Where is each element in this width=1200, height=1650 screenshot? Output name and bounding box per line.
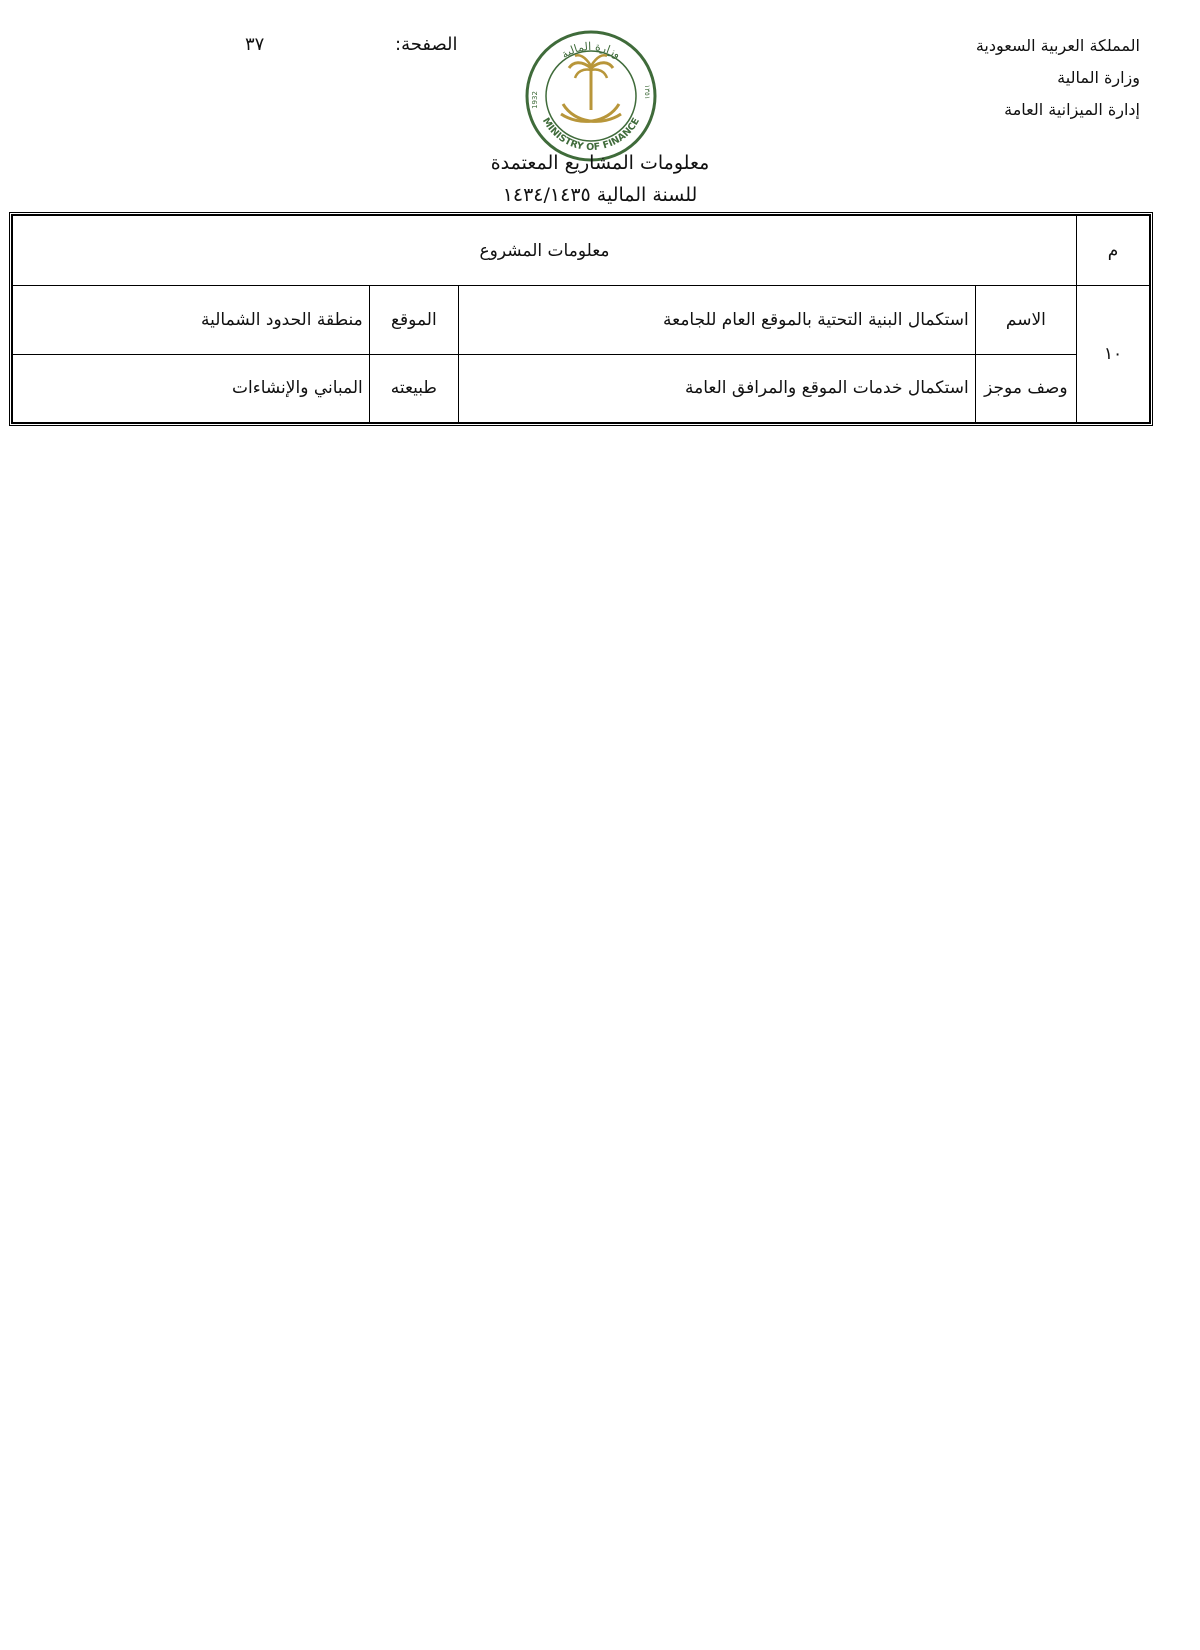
org-line-department: إدارة الميزانية العامة [1004, 100, 1140, 119]
document-subtitle: للسنة المالية ١٤٣٤/١٤٣٥ [502, 184, 698, 206]
description-value: استكمال خدمات الموقع والمرافق العامة [458, 354, 975, 422]
column-header-project-info: معلومات المشروع [13, 216, 1077, 286]
name-label: الاسم [975, 286, 1076, 354]
column-header-number: م [1077, 216, 1150, 286]
svg-text:وزارة المالية: وزارة المالية [558, 39, 624, 62]
organization-header [880, 30, 1140, 126]
project-info-table-frame [9, 212, 1153, 426]
svg-text:MINISTRY OF FINANCE: MINISTRY OF FINANCE [539, 115, 643, 154]
org-line-ministry: وزارة المالية [1057, 68, 1140, 87]
page-label: الصفحة: [395, 34, 458, 55]
location-value: منطقة الحدود الشمالية [13, 286, 370, 354]
svg-text:١٣٥١: ١٣٥١ [643, 84, 651, 100]
page-number: ٣٧ [245, 34, 265, 55]
nature-label: طبيعته [369, 354, 458, 422]
svg-text:1932: 1932 [531, 91, 539, 109]
nature-value: المباني والإنشاءات [13, 354, 370, 422]
project-info-table [12, 215, 1150, 423]
org-line-kingdom: المملكة العربية السعودية [975, 36, 1140, 55]
location-label: الموقع [369, 286, 458, 354]
table-row [13, 354, 1150, 422]
table-row [13, 286, 1150, 354]
description-label: وصف موجز [975, 354, 1076, 422]
document-title: معلومات المشاريع المعتمدة [490, 152, 710, 174]
row-number: ١٠ [1077, 286, 1150, 423]
name-value: استكمال البنية التحتية بالموقع العام للجامعة [458, 286, 975, 354]
ministry-seal-logo [523, 28, 659, 164]
seal-icon [523, 28, 659, 164]
table-header-row [13, 216, 1150, 286]
